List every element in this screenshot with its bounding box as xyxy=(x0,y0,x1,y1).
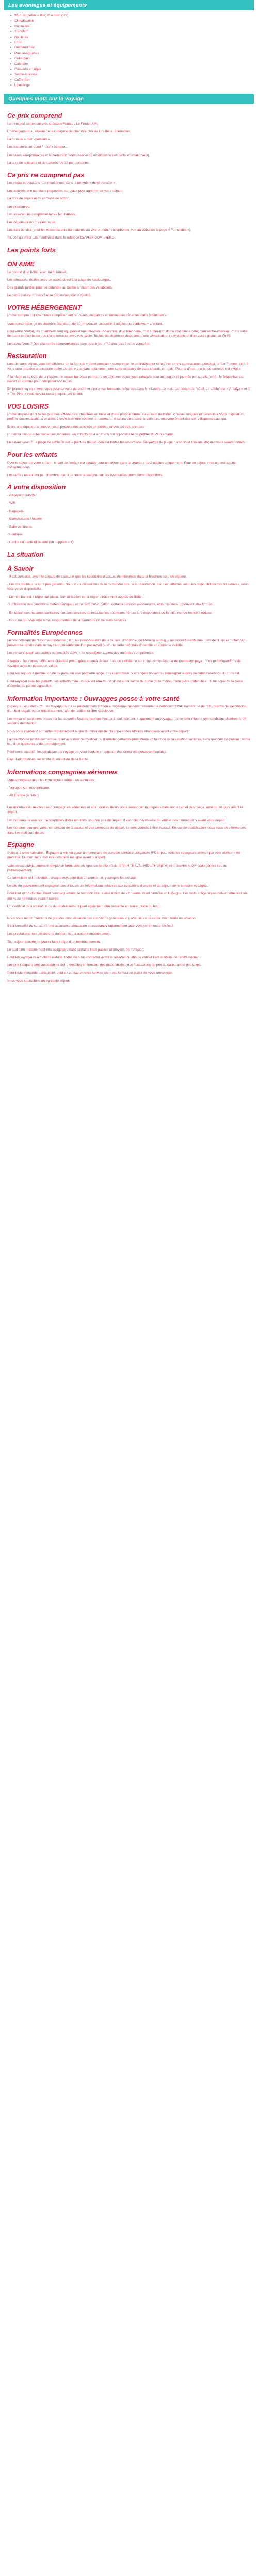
equipement-item: ▪ Transfert xyxy=(10,29,258,35)
equipement-item: ▪ Cuisinière xyxy=(10,24,258,29)
section-heading: À Savoir xyxy=(7,565,34,572)
quelques-mots-title: Quelques mots sur le voyage xyxy=(4,94,254,104)
section-paragraph: - Voyages sur vols spéciaux xyxy=(7,786,49,790)
section-paragraph: En journée ou en soirée, vous pourrez vous détendre et siroter vos boissons préférées dans le « Lobby-bar » du bar ouvert de l'hôtel. Le Lobby-bar « Antalya » et le « The Pine » vous servira aussi jusqu'à tard le soir. xyxy=(7,387,251,396)
section-paragraph: Les situations idéales avec un accès direct à la plage de Kouloumpou, xyxy=(7,278,112,282)
section-paragraph: Les frais de visa (pour les ressortissants non soumis au visa ou non francophones, voir au début de la page « Formalités »), xyxy=(7,228,191,232)
section-paragraph: Les transferts aéroport / hôtel / aéroport, xyxy=(7,145,68,149)
equipement-item: ▪ Coffre-fort xyxy=(10,78,258,83)
section-paragraph: Les informations relatives aux compagnies aériennes et aux horaires de vol vous seront communiquées dans votre carnet de voyage, environ 10 jours avant le départ. xyxy=(7,806,243,815)
section-heading: Information importante : Ouvragges posse à votre santé xyxy=(7,694,180,702)
section-paragraph: Les assurances complémentaires facultatives, xyxy=(7,212,76,216)
equipements-title: Les avantages et équipements xyxy=(4,0,254,10)
content-section xyxy=(7,403,251,445)
section-paragraph: Le site du gouvernement espagnol fournit toutes les informations relatives aux conditions d'entrée et de séjour sur le territoire espagnol. xyxy=(7,884,209,888)
equipements-list xyxy=(10,13,258,89)
section-paragraph: Nous vous invitons à consulter régulièrement le site du ministère de l'Europe et des Affaires étrangères avant votre départ. xyxy=(7,730,189,734)
content-section xyxy=(7,484,251,545)
section-paragraph: - Wifi xyxy=(7,501,15,505)
content-section xyxy=(7,261,251,298)
section-paragraph: À la plage et au bord de la piscine, un snack-bar vous permettra de déjeuner ou de vous rafraîchir tout au long de la journée (en supplément) : le Snack-bar est ouvert en continu pour compléter vos repas. xyxy=(7,375,244,383)
section-paragraph: Le saviez-vous ? La plage de sable fin est le point de départ idéal de toutes les excursions. Serviettes de plage, parasols et chaises longues vous seront fournis. xyxy=(7,440,246,445)
equipement-item: ▪ Lave-linge xyxy=(10,83,258,88)
equipement-item: ▪ Presse-agrumes xyxy=(10,51,258,56)
section-paragraph: Pour voyager sans les parents, les enfants mineurs doivent être munis d'une autorisation de sortie du territoire, d'une pièce d'identité et d'une copie de la pièce d'identité du parent signataire. xyxy=(7,680,243,688)
section-heading: Ce prix comprend xyxy=(7,112,62,120)
content-section xyxy=(7,695,251,762)
section-paragraph: Vous serez hébergé en chambre Standard, de 30 m² pouvant accueillir 3 adultes ou 2 adultes + 1 enfant. xyxy=(7,321,163,326)
content-section xyxy=(7,629,251,689)
section-paragraph: - Centre de santé et beauté (en supplément) xyxy=(7,540,73,545)
section-paragraph: Pour les séjours à destination de ce pays, un visa peut être exigé. Les ressortissants étrangers doivent se renseigner auprès de l'ambassade ou du consulat. xyxy=(7,672,240,676)
content-section xyxy=(7,451,251,478)
section-heading: À votre disposition xyxy=(7,484,66,492)
section-paragraph: Les taxes aéroportuaires et le carburant (sous réserve de modification des tarifs internationaux), xyxy=(7,153,150,157)
section-paragraph: La direction de l'établissement se réserve le droit de modifier ou d'annuler certaines prestations en fonction de la situation sanitaire, sans que cela ne puisse donner lieu à un quelconque dédommagement. xyxy=(7,737,251,746)
section-paragraph: Pour tout PCR effectué avant l'embarquement, le test doit être réalisé moins de 72 heures avant l'arrivée en Espagne. Les tests antigéniques doivent être réalisés moins de 48 heures avant l'arrivée. xyxy=(7,892,248,901)
main-content xyxy=(0,104,258,984)
section-paragraph: La taxe de solidarité et de carbone de 38 par personne. xyxy=(7,161,90,165)
section-paragraph: Vous devez obligatoirement remplir ce formulaire en ligne sur le site officiel SPAIN TRAVEL HEALTH (SpTH) et présenter le QR code généré lors de l'embarquement. xyxy=(7,863,228,872)
section-paragraph: Le confort d'un hôtel récemment rénové, xyxy=(7,270,68,274)
section-paragraph: Vous voyagerez avec les compagnies aériennes suivantes : xyxy=(7,778,96,782)
section-paragraph: Lors de votre séjour, vous bénéficierez de la formule « demi-pension » comprenant le petit-déjeuner et le dîner servis au restaurant principal, le "Le Pommeraie". Il vous sera proposé une cuisine buffet variée, présentant notamment une carte sélective de plats chauds et froids. Pour le dîner, une tenue correcte est exigée. xyxy=(7,362,248,371)
section-paragraph: Le cadre naturel préservé et le personnel pour la qualité. xyxy=(7,294,91,298)
section-paragraph: Suite à la crise sanitaire, l'Espagne a mis en place un formulaire de contrôle sanitaire obligatoire (FCS) pour tous les voyageurs arrivant par voie aérienne ou maritime. Le formulaire doit être complété en ligne avant le départ. xyxy=(7,851,240,860)
equipement-item: ▪ Sèche-cheveux xyxy=(10,72,258,77)
section-paragraph: Les pourboires, xyxy=(7,205,30,209)
section-paragraph: L'hébergement au niveau de la catégorie de chambre choisie lors de la réservation, xyxy=(7,129,131,133)
section-paragraph: Les mesures sanitaires prises par les autorités locales peuvent évoluer à tout moment. Il appartient au voyageur de se tenir informé des conditions d'entrée et de séjour à destination. xyxy=(7,717,246,726)
equipement-item: ▪ Climatisation xyxy=(10,19,258,24)
equipement-item: ▪ Réchaud four xyxy=(10,45,258,50)
equipements-section xyxy=(0,0,258,89)
section-paragraph: Les ressortissants des autres nationalités doivent se renseigner auprès des autorités compétentes. xyxy=(7,651,154,655)
section-paragraph: Les dépenses d'ordre personnel, xyxy=(7,220,56,224)
equipement-item: ▪ Couverts et linges xyxy=(10,67,258,72)
section-paragraph: - Bagagerie xyxy=(7,509,25,513)
section-paragraph: Depuis le 1er juillet 2021, les voyageurs qui se rendent dans l'Union européenne peuvent présenter le certificat COVID numérique de l'UE, preuve de vaccination, d'un test négatif ou de rétablissement, afin de faciliter la libre circulation. xyxy=(7,704,247,713)
section-paragraph: - Le mini bar est à régler sur place. Son utilisation est à régler directement auprès de l'hôtel. xyxy=(7,595,143,599)
section-paragraph: - Salle de fitness xyxy=(7,525,33,529)
section-heading: Informations compagnies aériennes xyxy=(7,768,118,776)
section-heading: Restauration xyxy=(7,352,47,360)
equipement-item: ▪ Wi-Fi ® (selon le flux) ® à bord (1/2) xyxy=(10,13,258,19)
section-paragraph: Ce formulaire est individuel : chaque voyageur doit en remplir un, y compris les enfants. xyxy=(7,876,138,880)
content-section xyxy=(7,247,251,255)
section-heading: Les points forts xyxy=(7,246,56,254)
section-paragraph: L'hôtel compte 611 chambres complètement rénovées, élégantes et lumineuses réparties dans 3 bâtiments. xyxy=(7,314,167,318)
section-spacer xyxy=(7,801,251,805)
section-heading: ON AIME xyxy=(7,260,35,268)
section-paragraph: Pour votre sécurité, les conditions de voyage peuvent évoluer en fonction des directives gouvernementales. xyxy=(7,750,167,754)
section-paragraph: Nous vous souhaitons un agréable séjour. xyxy=(7,979,70,983)
section-paragraph: La taxe de séjour et de carbone en option, xyxy=(7,197,70,201)
section-paragraph: Le saviez-vous ? Des chambres communicantes sont possibles : n'hésitez pas à nous consulter. xyxy=(7,342,150,346)
section-paragraph: Durant la saison et les vacances scolaires, les enfants de 4 à 12 ans ont la possibilité de profiter du club enfants. xyxy=(7,433,175,437)
section-paragraph: Les tarifs s'entendent par chambre, merci de vous renseigner sur les éventuelles promotions disponibles. xyxy=(7,473,164,477)
section-heading: Espagne xyxy=(7,841,35,849)
section-paragraph: Plus d'informations sur le site du ministère de la Santé. xyxy=(7,758,89,762)
equipement-item: ▪ Four xyxy=(10,40,258,45)
section-heading: Ce prix ne comprend pas xyxy=(7,171,85,179)
section-paragraph: Pour le séjour de votre enfant : le tarif de l'enfant est valable pour un séjour dans la chambre de 2 adultes uniquement. Pour un séjour avec un seul adulte, consultez-nous. xyxy=(7,461,237,469)
content-section xyxy=(7,801,251,835)
section-paragraph: Les horaires peuvent varier en fonction de la saison et des aéroports de départ, ils sont donnés à titre indicatif. En cas de modification, nous vous en informerons dans les meilleurs délais. xyxy=(7,826,247,835)
content-section xyxy=(7,172,251,241)
section-paragraph: - En fonction des conditions météorologiques et du taux d'occupation, certains services (restaurants, bars, piscines...) peuvent être fermés. xyxy=(7,603,214,607)
section-paragraph: - Il est conseillé, avant le départ, de s'assurer que les conditions d'accueil mentionnées dans la brochure sont en vigueur. xyxy=(7,574,187,579)
section-paragraph: Le transport aérien sur vols spéciaux France / Le Pontet A/R, xyxy=(7,122,98,126)
section-paragraph: Tout ce qui n'est pas mentionné dans la rubrique CE PRIX COMPREND. xyxy=(7,236,115,240)
section-paragraph: Des grands jardins pour se détendre au calme à l'écart des vacanciers, xyxy=(7,285,113,290)
section-paragraph: Un certificat de vaccination ou de rétablissement peut également être présenté en lieu et place du test. xyxy=(7,904,160,908)
content-section xyxy=(7,565,251,623)
section-heading: La situation xyxy=(7,551,44,558)
section-paragraph: Le port d'un masque peut être obligatoire dans certains lieux publics et moyens de transport. xyxy=(7,947,145,952)
section-paragraph: Pour les voyageurs à mobilité réduite, merci de nous contacter avant la réservation afin de vérifier l'accessibilité de l'établissement. xyxy=(7,955,202,959)
content-section xyxy=(7,912,251,984)
content-section xyxy=(7,841,251,909)
section-paragraph: Tout séjour écourté ne pourra faire l'objet d'un remboursement. xyxy=(7,940,101,944)
section-paragraph: - Les lits doubles ne sont pas garantis. Nous vous conseillons de le demander lors de la réservation, car il est attribué selon les disponibilités lors de l'arrivée, sous réserve de disponibilité. xyxy=(7,582,249,591)
section-paragraph: Enfin, une équipe d'animation vous propose des activités en journée et des soirées animées. xyxy=(7,425,145,429)
section-paragraph: Nous vous recommandons de prendre connaissance des conditions générales et particulières de vente avant toute réservation. xyxy=(7,916,197,920)
section-heading: Formalités Européennes xyxy=(7,629,83,637)
section-paragraph: La formule « demi-pension », xyxy=(7,138,51,142)
section-spacer xyxy=(7,912,251,916)
section-paragraph: - Air Europa (à l'aller) xyxy=(7,793,39,798)
section-paragraph: - Boutique xyxy=(7,533,23,537)
section-paragraph: Les prestations non utilisées ne donnent lieu à aucun remboursement. xyxy=(7,932,112,936)
content-section xyxy=(7,304,251,346)
section-heading: VOS LOISIRS xyxy=(7,402,49,410)
content-section xyxy=(7,352,251,396)
equipement-item: ▪ Bouilloire xyxy=(10,35,258,40)
content-section xyxy=(7,769,251,799)
section-paragraph: Pour votre confort, les chambres sont équipées d'une télévision écran plat, d'un téléphone, d'un coffre-fort, d'une machine à café, d'un sèche-cheveux, d'une salle de bains et d'un balcon ou d'une terrasse avec vue jardin. Toutes les chambres disposent d'une climatisation individuelle et d'un accès gratuit au Wi-Fi. xyxy=(7,329,248,338)
section-paragraph: - Nous ne pouvons être tenus responsables de la fermeture de certains services. xyxy=(7,618,127,622)
section-paragraph: - En raison des mesures sanitaires, certains services ou installations pourraient ne pas être disponibles ou fonctionner de manière réduite. xyxy=(7,611,213,615)
section-heading: VOTRE HÉBERGEMENT xyxy=(7,304,82,312)
content-section xyxy=(7,112,251,165)
section-paragraph: Pour toute demande particulière, veuillez contacter notre service client qui se fera un plaisir de vous renseigner. xyxy=(7,971,173,975)
section-heading: Pour les enfants xyxy=(7,451,58,459)
section-paragraph: Les horaires de vols sont susceptibles d'être modifiés jusqu'au jour du départ. Il est donc nécessaire de vérifier ces informations avant votre départ. xyxy=(7,818,226,822)
equipement-item: ▪ Grille-pain xyxy=(10,56,258,61)
content-section xyxy=(7,551,251,559)
section-paragraph: Les prix indiqués sont susceptibles d'être modifiés en fonction des disponibilités, des fluctuations du prix du carburant et des taxes. xyxy=(7,963,202,968)
section-paragraph: L'hôtel dispose de 3 belles piscines extérieures, chauffées en hiver et d'une piscine intérieure au sein de l'hôtel. Chaises longues et parasols à votre disposition, profitez des installations dédiées à votre bien-être comme le hammam, le sauna ou encore le bain turc, en complément des soins dispensés au spa. xyxy=(7,412,245,421)
section-paragraph: Attention : les cartes nationales d'identité prolongées au-delà de leur date de validité ne sont plus acceptées par de nombreux pays : nous recommandons de voyager avec un passeport valide. xyxy=(7,659,241,668)
section-paragraph: Les activités et excursions proposées sur place pour agrémenter votre séjour, xyxy=(7,189,123,193)
section-paragraph: - Blanchisserie / laverie xyxy=(7,517,42,521)
section-paragraph: Les repas et boissons non mentionnés dans la formule « demi-pension », xyxy=(7,181,117,185)
equipement-item: ▪ Cafetière xyxy=(10,62,258,67)
section-paragraph: - Réception 24h/24 xyxy=(7,494,36,498)
section-paragraph: Le ressortissant de l'Union européenne (UE), les ressortissants de la Suisse, d'Andorre, de Monaco ainsi que les ressortissants des Etats de l'Espace Schengen peuvent se rendre dans le pays sur présentation d'un passeport ou d'une carte nationale d'identité en cours de validité. xyxy=(7,639,246,648)
section-paragraph: Il est conseillé de souscrire une assurance annulation et assistance rapatriement pour voyager en toute sérénité. xyxy=(7,924,175,928)
